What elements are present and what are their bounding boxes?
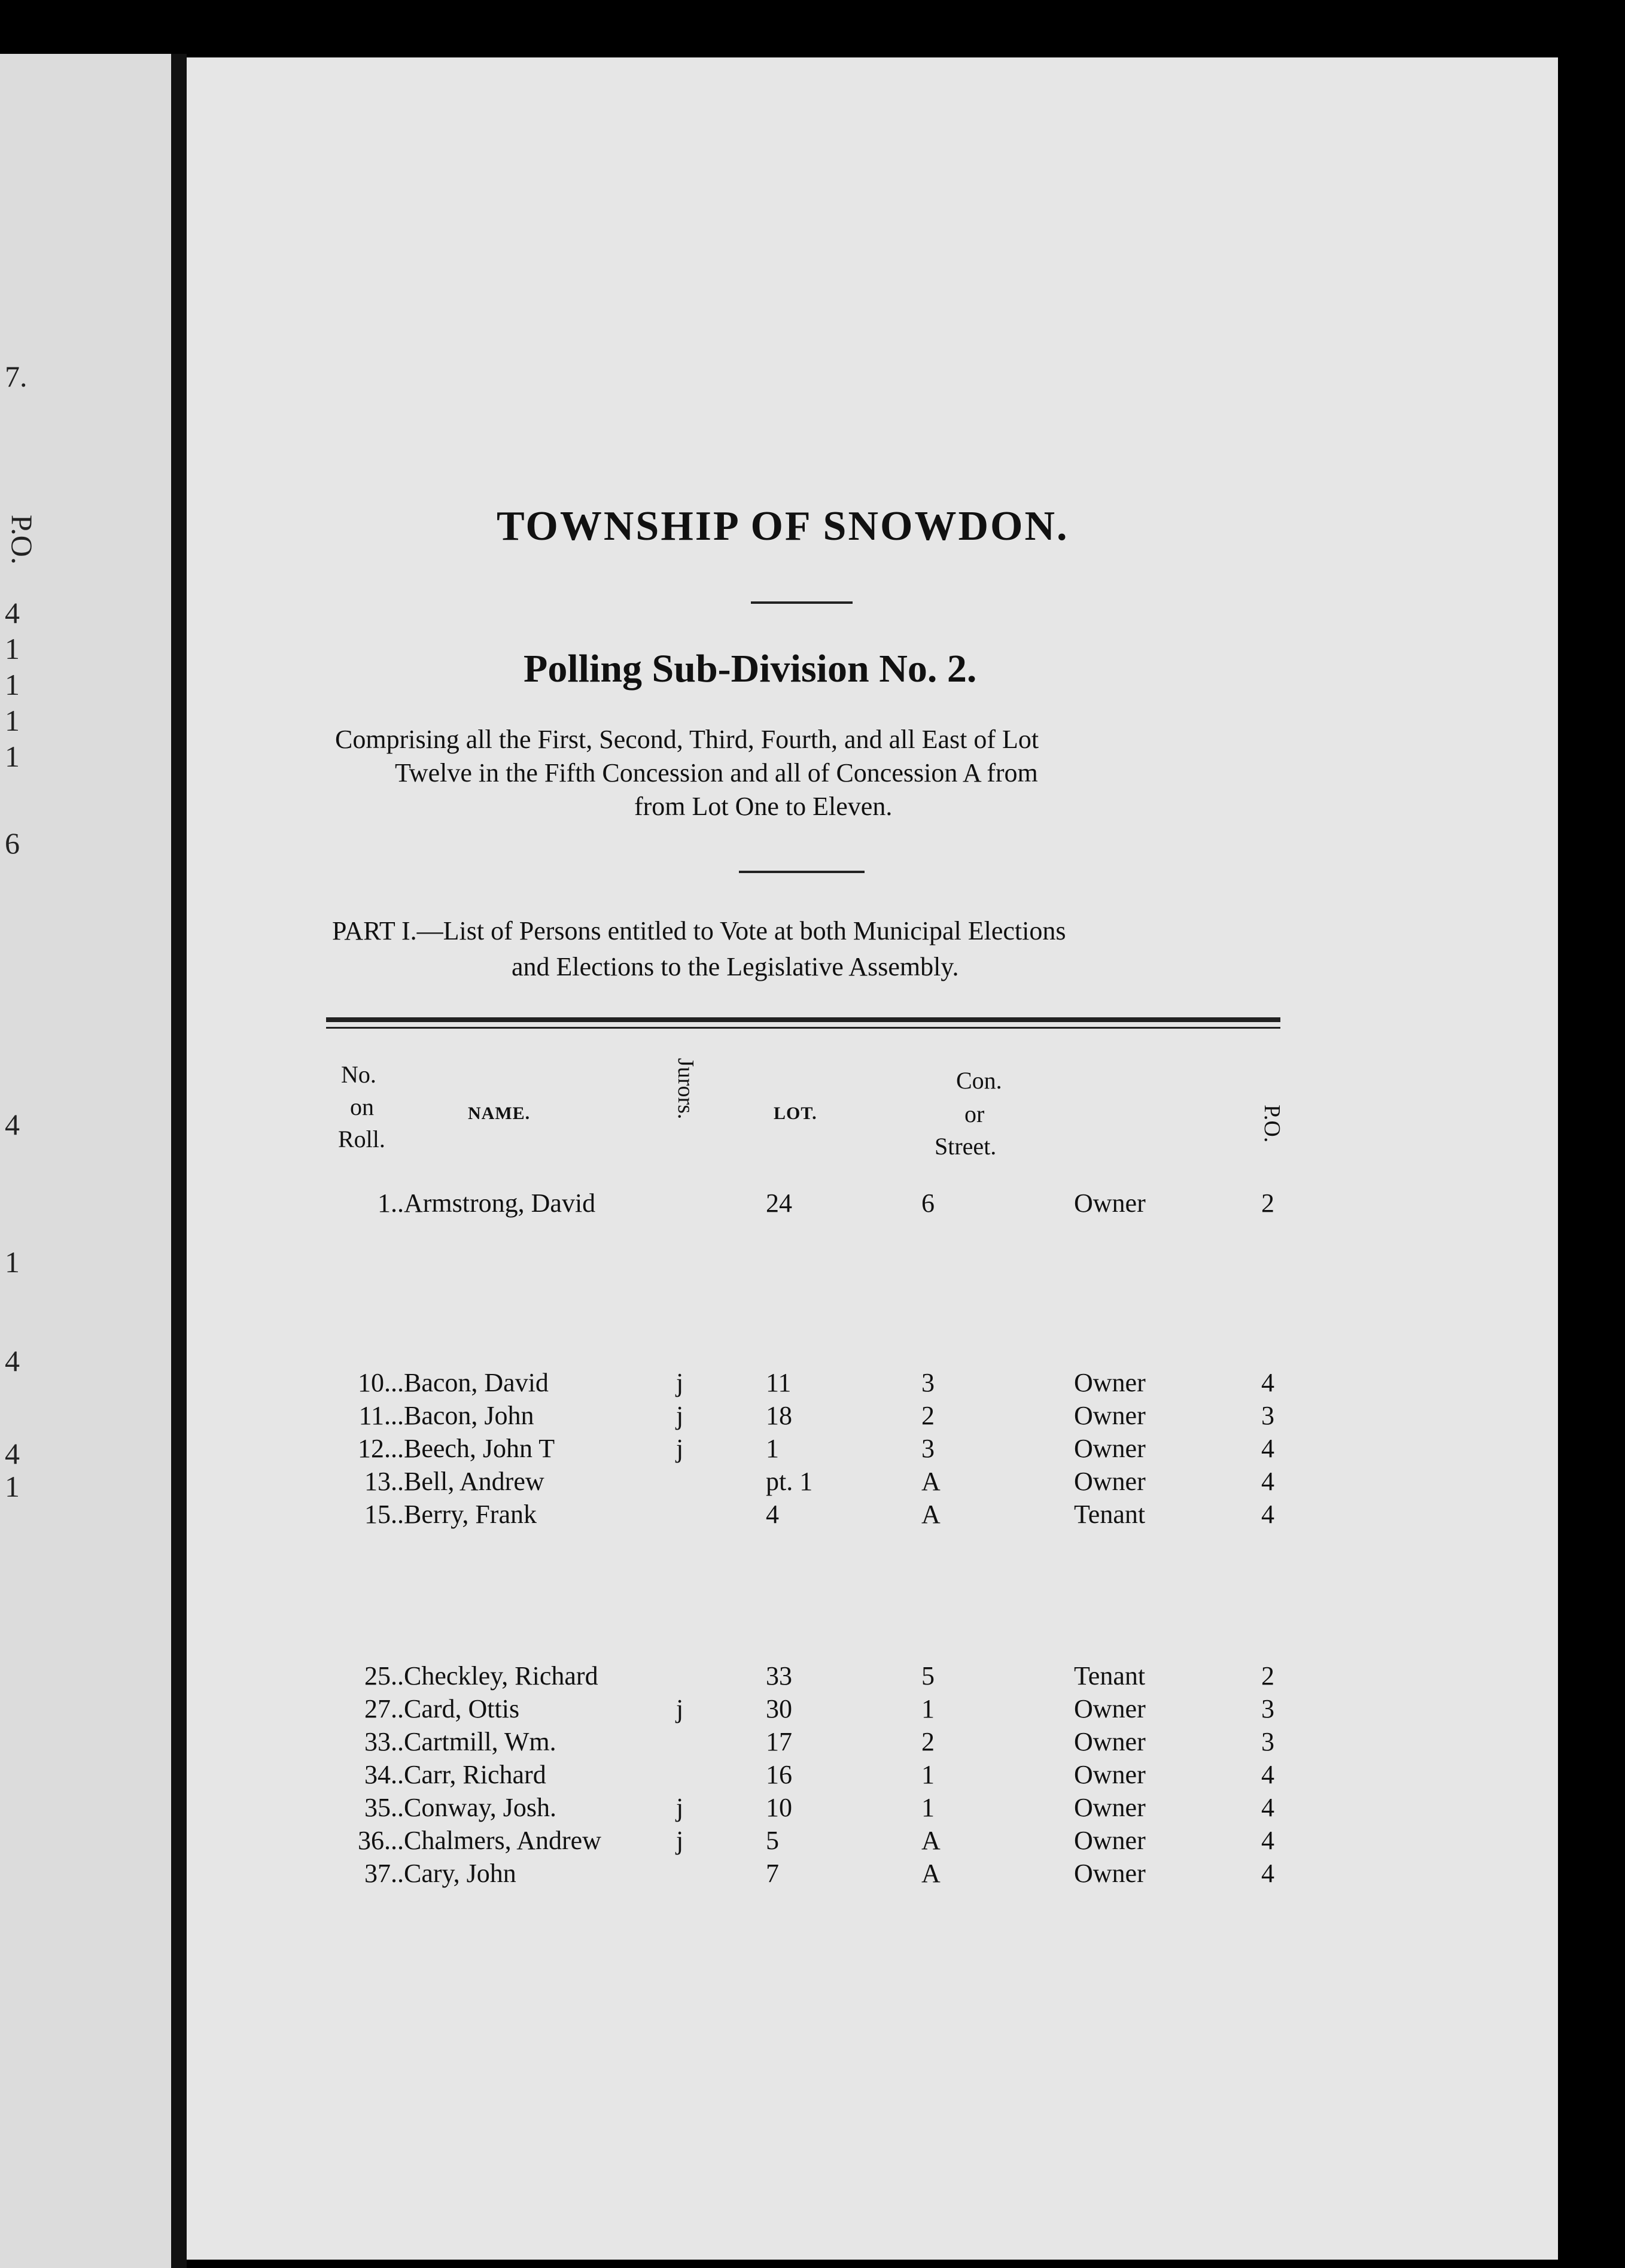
post-office: 4 <box>1261 1793 1274 1822</box>
table-top-rule <box>326 1017 1280 1022</box>
concession: 3 <box>921 1434 935 1463</box>
lot-number: 1 <box>766 1434 779 1463</box>
voter-name: Chalmers, Andrew <box>404 1826 601 1855</box>
voter-name: Carr, Richard <box>404 1760 546 1789</box>
voter-name: Card, Ottis <box>404 1694 520 1723</box>
section-divider <box>739 871 865 873</box>
lot-number: 17 <box>766 1727 792 1756</box>
status: Owner <box>1074 1793 1146 1822</box>
table-row <box>0 1858 1625 1890</box>
title-divider <box>751 601 853 604</box>
concession: 1 <box>921 1694 935 1723</box>
facing-page-edge <box>0 54 171 2268</box>
post-office: 4 <box>1261 1368 1274 1397</box>
post-office: 4 <box>1261 1859 1274 1888</box>
post-office: 3 <box>1261 1401 1274 1430</box>
voter-name: Cary, John <box>404 1859 516 1888</box>
description-line: Twelve in the Fifth Concession and all of Concession A from <box>395 758 1038 788</box>
roll-number: 12... <box>358 1434 404 1463</box>
margin-char: 4 <box>5 1344 20 1378</box>
post-office: 4 <box>1261 1467 1274 1496</box>
header-lot: LOT. <box>774 1103 817 1123</box>
status: Owner <box>1074 1434 1146 1463</box>
margin-char: 4 <box>5 1437 20 1470</box>
voter-name: Bell, Andrew <box>404 1467 544 1496</box>
part-heading: PART I.—List of Persons entitled to Vote at both Municipal Elections <box>332 916 1066 945</box>
status: Owner <box>1074 1826 1146 1855</box>
table-row <box>0 1466 1625 1498</box>
concession: 2 <box>921 1727 935 1756</box>
status: Owner <box>1074 1467 1146 1496</box>
concession: 2 <box>921 1401 935 1430</box>
juror-mark: j <box>676 1826 684 1855</box>
header-or: or <box>964 1100 985 1127</box>
status: Owner <box>1074 1727 1146 1756</box>
status: Owner <box>1074 1859 1146 1888</box>
roll-number: 33.. <box>364 1727 404 1756</box>
roll-number: 15.. <box>364 1500 404 1529</box>
roll-number: 36... <box>358 1826 404 1855</box>
post-office: 3 <box>1261 1727 1274 1756</box>
concession: 1 <box>921 1760 935 1789</box>
lot-number: 16 <box>766 1760 792 1789</box>
header-name: NAME. <box>468 1103 531 1123</box>
lot-number: 30 <box>766 1694 792 1723</box>
voter-name: Checkley, Richard <box>404 1661 598 1691</box>
post-office: 2 <box>1261 1661 1274 1691</box>
lot-number: 24 <box>766 1188 792 1218</box>
juror-mark: j <box>676 1434 684 1463</box>
margin-char: 1 <box>5 704 20 737</box>
document-page <box>187 57 1558 2260</box>
description-line: Comprising all the First, Second, Third, Fourth, and all East of Lot <box>335 725 1039 754</box>
roll-number: 10... <box>358 1368 404 1397</box>
lot-number: 33 <box>766 1661 792 1691</box>
table-row <box>0 1400 1625 1433</box>
header-con: Con. <box>956 1067 1002 1094</box>
status: Owner <box>1074 1368 1146 1397</box>
header-jurors: Jurors. <box>673 1058 698 1120</box>
description-line: from Lot One to Eleven. <box>634 792 893 821</box>
header-po: P.O. <box>1259 1105 1285 1143</box>
concession: A <box>921 1467 941 1496</box>
roll-number: 34.. <box>364 1760 404 1789</box>
page-binding-line <box>171 54 187 2268</box>
table-row <box>0 1433 1625 1466</box>
part-heading: and Elections to the Legislative Assembly. <box>512 952 959 981</box>
roll-number: 11... <box>358 1401 404 1430</box>
table-row <box>0 1188 1625 1220</box>
status: Owner <box>1074 1760 1146 1789</box>
voter-name: Conway, Josh. <box>404 1793 557 1822</box>
concession: A <box>921 1859 941 1888</box>
table-row <box>0 1694 1625 1726</box>
lot-number: 7 <box>766 1859 779 1888</box>
post-office: 2 <box>1261 1188 1274 1218</box>
margin-char: 1 <box>5 740 20 773</box>
table-row <box>0 1661 1625 1693</box>
table-row <box>0 1792 1625 1825</box>
status: Tenant <box>1074 1661 1146 1691</box>
roll-number: 27.. <box>364 1694 404 1723</box>
page-title: TOWNSHIP OF SNOWDON. <box>497 503 1069 549</box>
status: Owner <box>1074 1188 1146 1218</box>
lot-number: 4 <box>766 1500 779 1529</box>
margin-char: 6 <box>5 826 20 860</box>
post-office: 4 <box>1261 1826 1274 1855</box>
voter-name: Berry, Frank <box>404 1500 537 1529</box>
table-row <box>0 1726 1625 1759</box>
concession: A <box>921 1500 941 1529</box>
post-office: 4 <box>1261 1500 1274 1529</box>
post-office: 4 <box>1261 1434 1274 1463</box>
voter-name: Beech, John T <box>404 1434 555 1463</box>
roll-number: 35.. <box>364 1793 404 1822</box>
voter-name: Armstrong, David <box>404 1188 596 1218</box>
juror-mark: j <box>676 1793 684 1822</box>
margin-char: 7. <box>5 360 28 393</box>
concession: 1 <box>921 1793 935 1822</box>
lot-number: pt. 1 <box>766 1467 813 1496</box>
post-office: 4 <box>1261 1760 1274 1789</box>
lot-number: 5 <box>766 1826 779 1855</box>
header-on: on <box>350 1093 374 1120</box>
header-roll: Roll. <box>338 1126 385 1153</box>
margin-char: 1 <box>5 1245 20 1279</box>
juror-mark: j <box>676 1401 684 1430</box>
juror-mark: j <box>676 1368 684 1397</box>
header-street: Street. <box>935 1133 997 1160</box>
concession: A <box>921 1826 941 1855</box>
page-subtitle: Polling Sub-Division No. 2. <box>524 647 977 691</box>
status: Tenant <box>1074 1500 1146 1529</box>
margin-char: 1 <box>5 1470 20 1503</box>
margin-char: P.O. <box>5 515 39 565</box>
lot-number: 18 <box>766 1401 792 1430</box>
lot-number: 10 <box>766 1793 792 1822</box>
juror-mark: j <box>676 1694 684 1723</box>
roll-number: 1.. <box>378 1188 404 1218</box>
roll-number: 13.. <box>364 1467 404 1496</box>
table-row <box>0 1367 1625 1400</box>
lot-number: 11 <box>766 1368 792 1397</box>
table-row <box>0 1499 1625 1531</box>
table-top-rule-thin <box>326 1027 1280 1029</box>
status: Owner <box>1074 1401 1146 1430</box>
margin-char: 1 <box>5 632 20 665</box>
table-row <box>0 1759 1625 1792</box>
roll-number: 25.. <box>364 1661 404 1691</box>
post-office: 3 <box>1261 1694 1274 1723</box>
margin-char: 1 <box>5 668 20 701</box>
voter-name: Bacon, David <box>404 1368 549 1397</box>
concession: 5 <box>921 1661 935 1691</box>
status: Owner <box>1074 1694 1146 1723</box>
margin-char: 4 <box>5 596 20 630</box>
margin-char: 4 <box>5 1108 20 1141</box>
voter-name: Cartmill, Wm. <box>404 1727 556 1756</box>
table-row <box>0 1825 1625 1857</box>
voter-name: Bacon, John <box>404 1401 534 1430</box>
concession: 6 <box>921 1188 935 1218</box>
concession: 3 <box>921 1368 935 1397</box>
header-no: No. <box>341 1061 376 1088</box>
roll-number: 37.. <box>364 1859 404 1888</box>
